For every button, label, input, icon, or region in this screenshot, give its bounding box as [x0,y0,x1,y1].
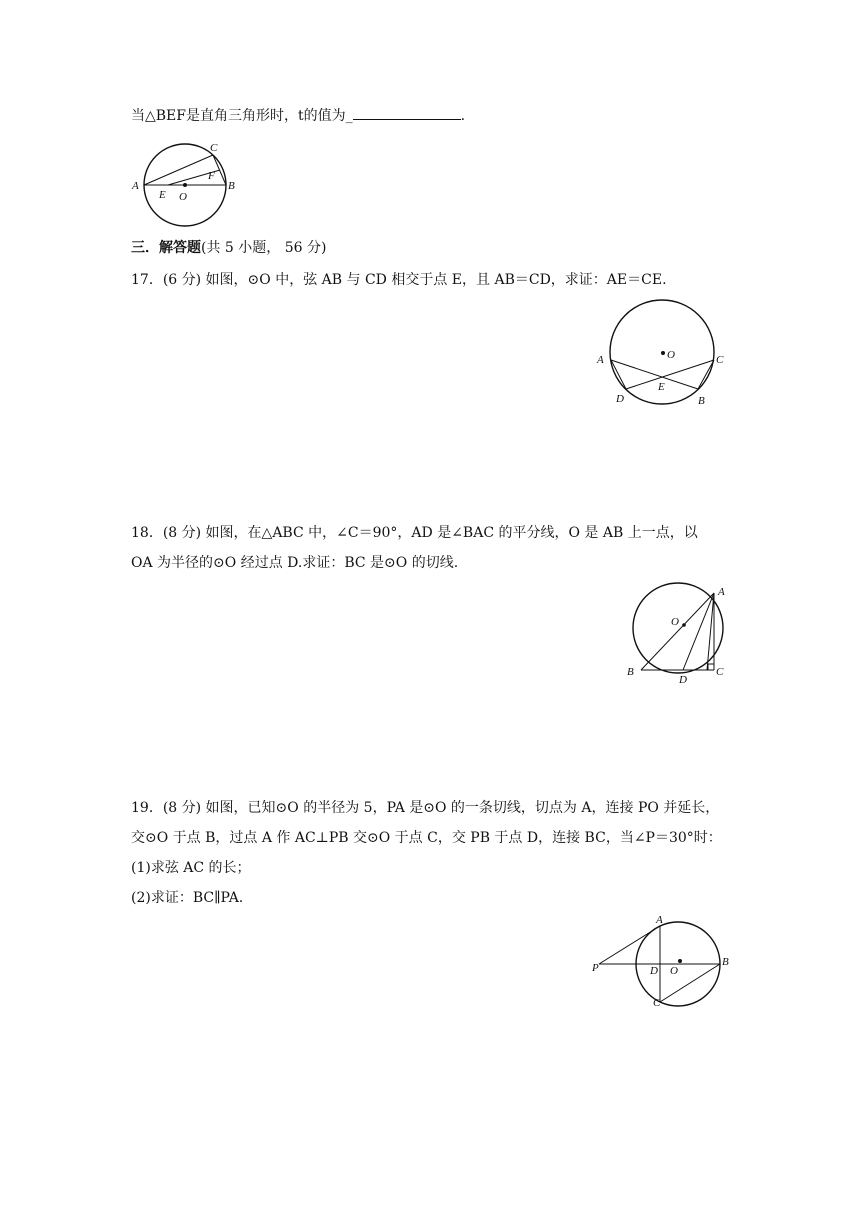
fig19-label-a: A [656,914,663,926]
q19-stem-1: (8 分) 如图，已知⊙O 的半径为 5，PA 是⊙O 的一条切线，切点为 A，连接 PO 并延长， [162,800,720,816]
fig18-label-d: D [679,674,687,686]
q18-stem-2: OA 为半径的⊙O 经过点 D.求证：BC 是⊙O 的切线. [131,555,459,571]
fig16-label-f: F [208,170,215,182]
fig19-label-c: C [653,997,661,1009]
q16-answer-line [131,105,465,126]
q17-text [131,270,667,290]
fig18-circle [633,583,723,673]
fig18-side-ab [641,593,714,670]
fig18-label-o: O [671,616,679,628]
fig19-center-point [678,959,682,963]
q18-line2 [131,553,458,573]
fig19-label-d: D [650,965,658,977]
fig16-label-a: A [132,180,139,192]
fig18-right-angle-mark [708,664,714,670]
q19-stem-2: 交⊙O 于点 B，过点 A 作 AC⊥PB 交⊙O 于点 C，交 PB 于点 D，连接 BC，当∠P＝30°时： [131,830,722,846]
q17-stem: (6 分) 如图，⊙O 中，弦 AB 与 CD 相交于点 E，且 AB＝CD，求证：AE＝CE. [162,272,667,288]
section-heading [131,238,326,258]
fig17-label-a: A [597,354,604,366]
fig18-bisector-ad [683,593,714,670]
q19-subquestion-2: (2)求证：BC∥PA. [131,890,244,906]
q19-line1 [131,798,719,818]
q18-line1 [131,523,698,543]
fig18-label-b: B [627,666,634,678]
q16-text-end: . [460,108,466,124]
figure-q18 [625,583,740,688]
q19-line2 [131,828,722,848]
fig17-label-d: D [616,393,624,405]
fig17-label-o: O [667,349,675,361]
section-detail: (共 5 小题， 56 分) [201,240,327,256]
q19-sub2 [131,888,243,908]
fig18-center-point [682,623,686,627]
q16-text: 当△BEF是直角三角形时，t的值为 [131,108,346,124]
fig17-center-point [661,351,665,355]
fig19-tangent-pa [599,926,660,964]
fig19-label-b: B [722,956,729,968]
figure-q16 [130,138,250,238]
q18-stem-1: (8 分) 如图，在△ABC 中，∠C＝90°，AD 是∠BAC 的平分线，O 是 AB 上一点，以 [162,525,698,541]
q17-number: 17． [131,272,163,288]
fig16-chord-ac [144,155,213,185]
fig18-label-c: C [716,666,724,678]
fig17-label-c: C [716,354,724,366]
q16-blank-prefix: _ [345,108,353,124]
q19-subquestion-1: (1)求弦 AC 的长； [131,860,251,876]
fig16-label-c: C [210,142,218,154]
section-title: 三．解答题 [131,240,201,256]
fig19-chord-bc [660,964,720,1002]
fig19-label-p: P [592,962,599,974]
fig17-label-b: B [698,395,705,407]
q16-answer-blank[interactable] [353,105,461,120]
fig19-label-o: O [670,965,678,977]
figure-q19 [590,912,740,1012]
q19-sub1 [131,858,251,878]
fig16-label-o: O [179,191,187,203]
figure-q17 [592,300,732,410]
q18-number: 18． [131,525,163,541]
fig17-label-e: E [658,381,665,393]
fig18-label-a: A [718,586,725,598]
fig16-label-b: B [228,180,235,192]
fig16-label-e: E [159,189,166,201]
q19-number: 19． [131,800,163,816]
fig16-center-point [183,183,187,187]
